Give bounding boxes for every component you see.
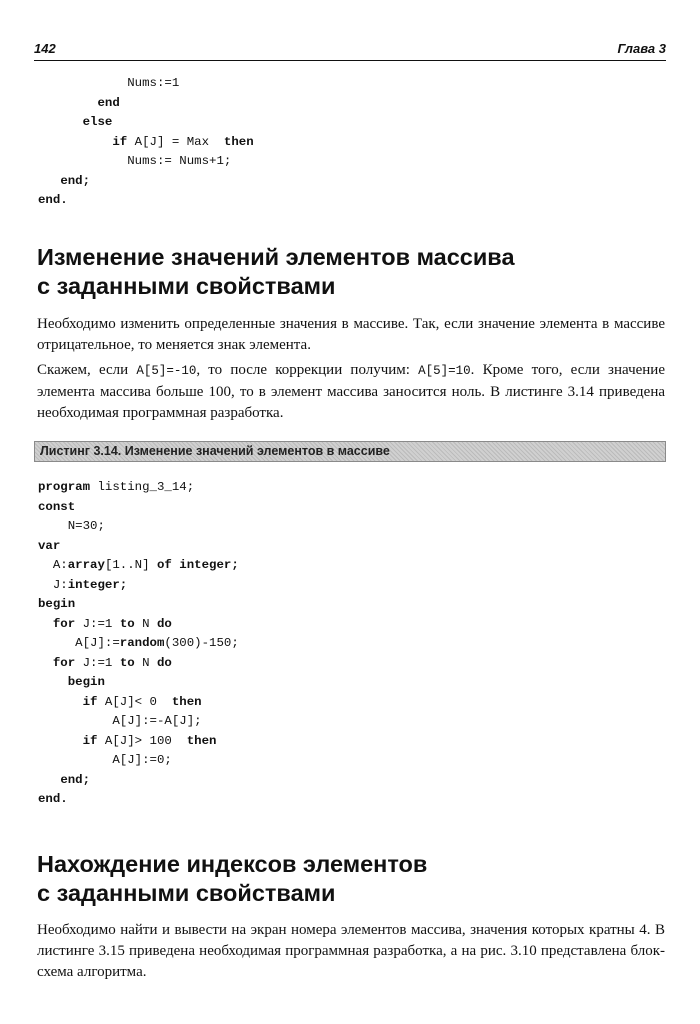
- code-line: [38, 94, 254, 114]
- code-text: N=30;: [38, 519, 105, 533]
- code-line: [38, 152, 254, 172]
- code-line: [38, 498, 239, 518]
- code-line: [38, 556, 239, 576]
- code-keyword: const: [38, 499, 76, 514]
- code-line: [38, 732, 239, 752]
- heading-line-1: Изменение значений элементов массива: [37, 244, 515, 270]
- code-keyword: end.: [38, 193, 68, 207]
- paragraph: Необходимо найти и вывести на экран номера элементов массива, значения которых кратны 4. В листинге 3.15 приведена необходимая программная разработка, а на рис. 3.10 представлена блок-схема алгоритма.: [37, 922, 665, 980]
- code-keyword: end;: [60, 173, 91, 188]
- code-text: Nums:= Nums+1;: [38, 154, 232, 168]
- code-keyword: end.: [38, 792, 68, 806]
- code-text: J:=1: [75, 655, 120, 670]
- heading-line-1: Нахождение индексов элементов: [37, 851, 428, 877]
- page-number: 142: [34, 41, 56, 56]
- code-text: [38, 96, 98, 110]
- heading-line-2: с заданными свойствами: [37, 880, 336, 906]
- section-heading-array-values: [37, 243, 515, 301]
- code-text: [38, 135, 112, 149]
- paragraph-text: Скажем, если: [37, 362, 137, 378]
- code-keyword: of integer;: [157, 558, 239, 572]
- code-text: Nums:=1: [38, 76, 180, 90]
- code-line: [38, 537, 239, 557]
- code-text: [38, 656, 53, 670]
- code-line: [38, 654, 239, 674]
- code-line: [38, 191, 254, 211]
- code-line: [38, 595, 239, 615]
- code-text: [38, 617, 53, 631]
- section-heading-element-indices: [37, 850, 427, 908]
- code-text: [38, 675, 68, 689]
- code-text: A[J]:=: [38, 636, 120, 650]
- code-text: [38, 115, 83, 129]
- code-text: [1..N]: [104, 558, 157, 572]
- code-text: J:=1: [75, 616, 120, 631]
- code-text: [38, 174, 60, 188]
- code-keyword: if: [82, 733, 98, 748]
- code-text: listing_3_14;: [90, 480, 195, 494]
- code-line: [38, 615, 239, 635]
- code-text: A[J]:=0;: [38, 753, 172, 767]
- code-line: [38, 478, 239, 498]
- code-keyword: array: [67, 558, 105, 572]
- code-line: [38, 693, 239, 713]
- code-text: J:: [38, 577, 68, 592]
- code-keyword: program: [38, 480, 91, 494]
- code-line: [38, 113, 254, 133]
- code-text: A:: [38, 558, 68, 572]
- paragraph: Необходимо изменить определенные значения в массиве. Так, если значение элемента в массиве отрицательное, то меняется знак элемента.: [37, 316, 665, 353]
- code-text: N: [134, 655, 157, 670]
- code-line: [38, 133, 254, 153]
- code-keyword: else: [82, 115, 113, 129]
- code-keyword: then: [186, 733, 217, 748]
- code-keyword: do: [157, 655, 172, 670]
- code-line: [38, 790, 239, 810]
- code-keyword: then: [223, 134, 254, 149]
- code-text: (300)-150;: [164, 636, 239, 650]
- heading-line-2: с заданными свойствами: [37, 273, 336, 299]
- code-keyword: begin: [38, 597, 76, 611]
- code-keyword: end: [97, 95, 120, 110]
- code-line: [38, 517, 239, 537]
- code-line: [38, 576, 239, 596]
- inline-code: A[5]=-10: [136, 364, 197, 378]
- code-keyword: random: [119, 636, 165, 650]
- code-keyword: if: [112, 134, 128, 149]
- code-text: A[J]< 0: [97, 694, 172, 709]
- code-text: N: [134, 616, 157, 631]
- chapter-label: Глава 3: [617, 41, 666, 56]
- code-line: [38, 771, 239, 791]
- code-text: A[J]> 100: [97, 733, 187, 748]
- code-keyword: begin: [67, 675, 105, 689]
- code-keyword: to: [119, 616, 135, 631]
- code-line: [38, 172, 254, 192]
- paragraph-text: . Кроме того, если значение элемента массива больше 100, то в элемент массива заносится ноль. В листинге 3.14 приведена необходимая программная разработка.: [37, 362, 665, 421]
- paragraph: [37, 360, 665, 424]
- code-text: [38, 734, 83, 748]
- listing-caption: Листинг 3.14. Изменение значений элементов в массиве: [34, 441, 666, 462]
- code-keyword: then: [171, 694, 202, 709]
- code-keyword: integer;: [67, 577, 128, 592]
- code-line: [38, 673, 239, 693]
- code-keyword: if: [82, 694, 98, 709]
- code-text: [38, 773, 60, 787]
- paragraph-text: , то после коррекции получим:: [196, 362, 419, 378]
- code-text: A[J]:=-A[J];: [38, 714, 202, 728]
- page-header: [34, 40, 666, 61]
- code-keyword: for: [52, 616, 76, 631]
- code-keyword: var: [38, 538, 61, 553]
- code-line: [38, 751, 239, 771]
- code-line: [38, 712, 239, 732]
- code-line: [38, 634, 239, 654]
- code-keyword: end;: [60, 772, 91, 787]
- code-keyword: for: [52, 655, 76, 670]
- inline-code: A[5]=10: [418, 364, 471, 378]
- code-keyword: do: [157, 616, 172, 631]
- code-text: A[J] = Max: [127, 134, 224, 149]
- code-keyword: to: [119, 655, 135, 670]
- code-block-top: [38, 74, 254, 211]
- code-text: [38, 695, 83, 709]
- code-line: [38, 74, 254, 94]
- code-listing-3-14: [38, 478, 239, 810]
